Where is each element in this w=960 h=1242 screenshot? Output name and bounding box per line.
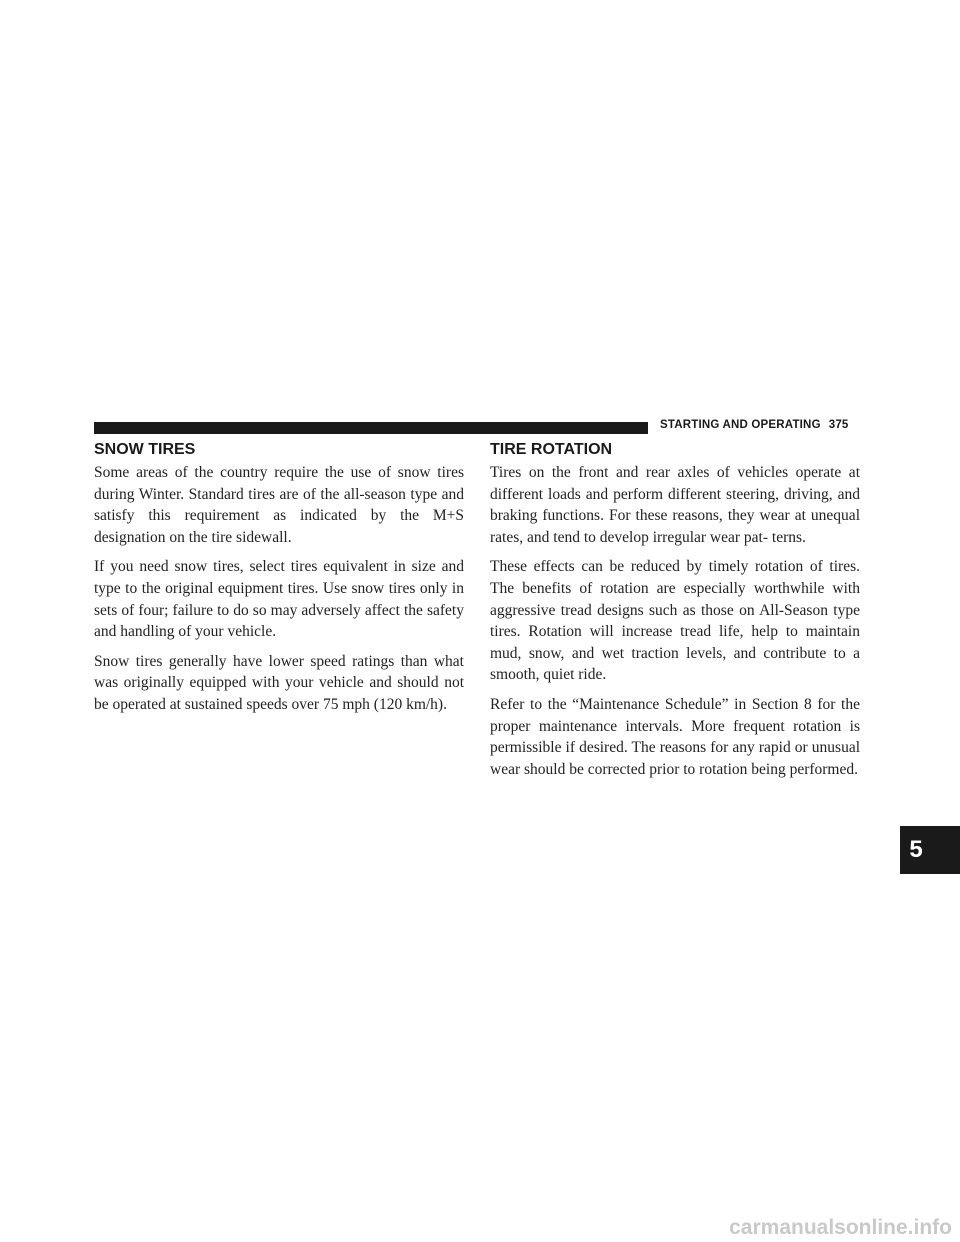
tire-rotation-heading: TIRE ROTATION: [490, 441, 613, 458]
paragraph: Refer to the “Maintenance Schedule” in Section 8 for the proper maintenance intervals. More frequent rotation is permissible if desired. The reasons for any rapid or unusual wear should be corrected prior to rotation being performed.: [490, 695, 860, 778]
paragraph: Some areas of the country require the use of snow tires during Winter. Standard tires are of the all-season type and satisfy this requirement as indicated by the M+S designation on the tire sidewall.: [94, 464, 464, 546]
left-column: [94, 440, 464, 724]
paragraph: If you need snow tires, select tires equivalent in size and type to the original equipment tires. Use snow tires only in sets of four; failure to do so may adversely affect the safety and handling of your vehicle.: [94, 558, 464, 641]
paragraph: These effects can be reduced by timely rotation of tires. The benefits of rotation are especially worthwhile with aggressive tread designs such as those on All-Season type tires. Rotation will increase tread life, help to maintain mud, snow, and wet traction levels, and contribute to a smooth, quiet ride.: [490, 558, 860, 684]
page-number: 375: [828, 419, 849, 431]
header-rule: [94, 422, 648, 434]
chapter-tab: 5: [900, 826, 960, 874]
section-title: STARTING AND OPERATING: [660, 419, 821, 431]
right-column: [490, 440, 860, 788]
paragraph: Tires on the front and rear axles of vehicles operate at different loads and perform different steering, driving, and braking functions. For these reasons, they wear at unequal rates, and tend to develop irregular wear pat- terns.: [490, 464, 860, 546]
watermark: carmanualsonline.info: [729, 1216, 952, 1239]
running-header: [660, 419, 866, 431]
paragraph: Snow tires generally have lower speed ratings than what was originally equipped with your vehicle and should not be operated at sustained speeds over 75 mph (120 km/h).: [94, 652, 464, 713]
snow-tires-heading: SNOW TIRES: [94, 441, 196, 458]
